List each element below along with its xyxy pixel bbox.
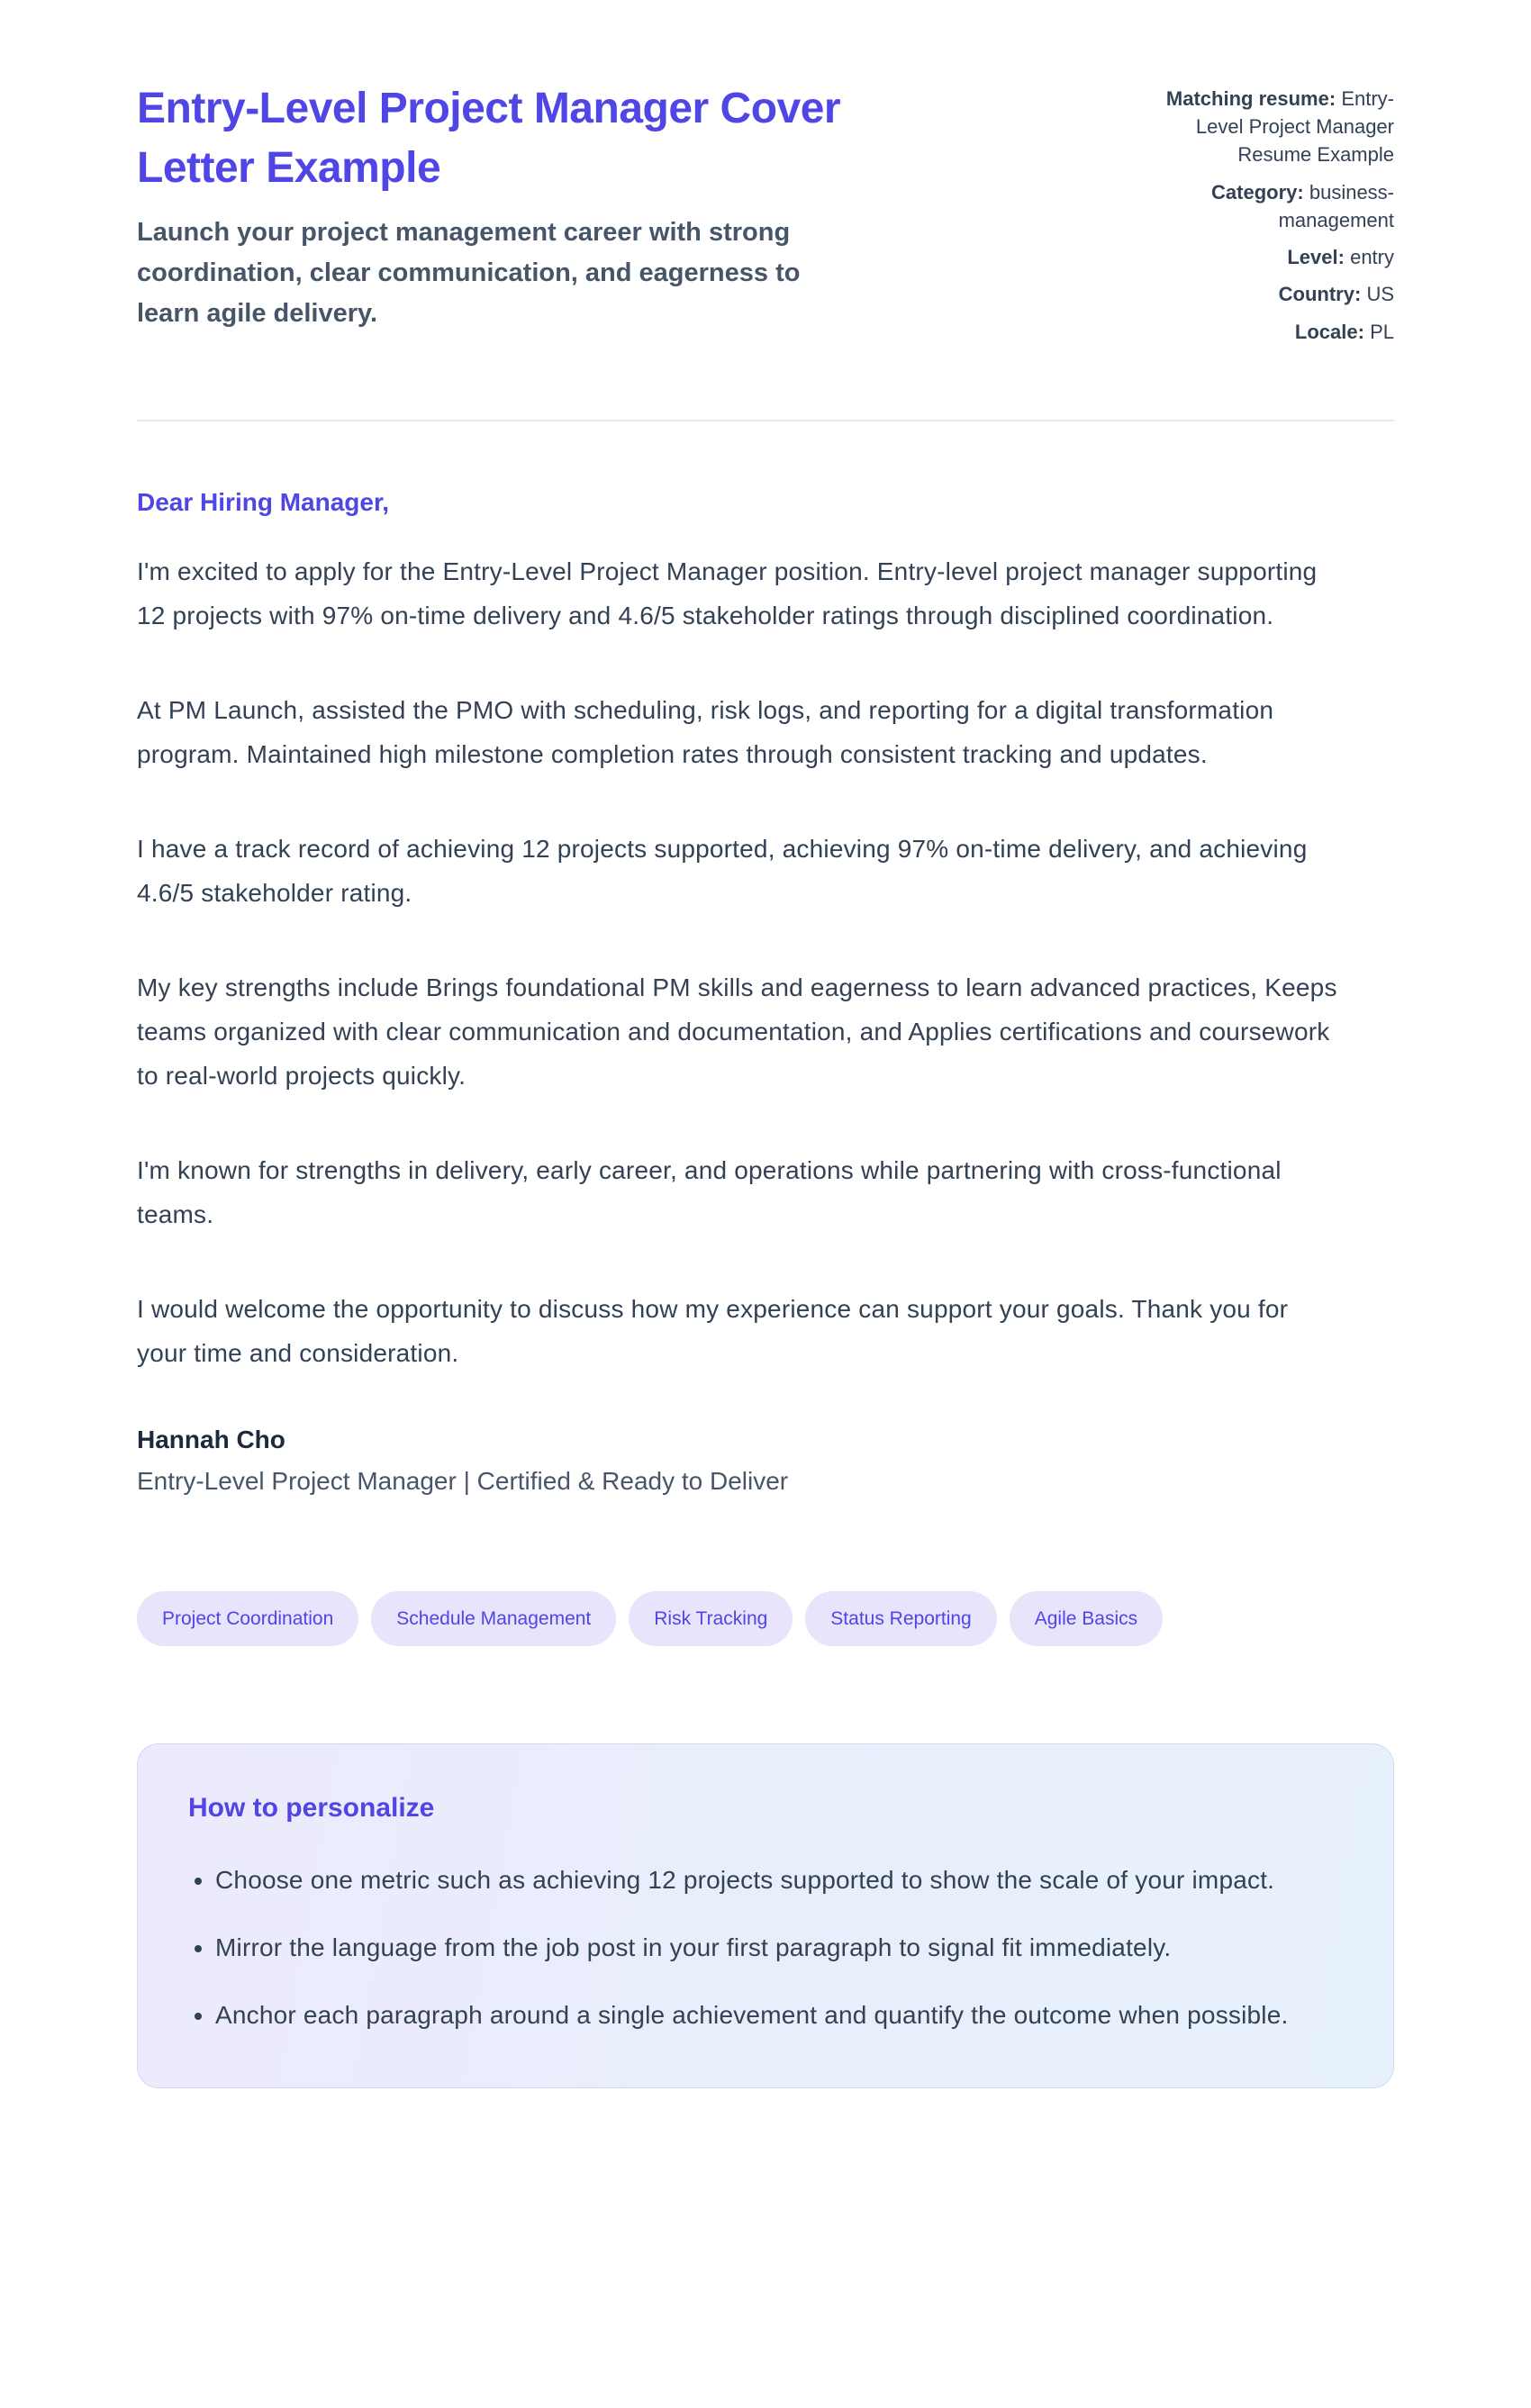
meta-label: Country: [1278, 283, 1362, 306]
meta-value: US [1366, 283, 1394, 306]
meta-row [1122, 243, 1394, 271]
meta-value: business-management [1278, 180, 1394, 231]
page-title: Entry-Level Project Manager Cover Letter Example [137, 85, 841, 193]
header-titles [137, 79, 1122, 334]
personalize-box [137, 1743, 1394, 2088]
skill-tags [137, 1591, 1394, 1646]
personalize-tip: • Choose one metric such as achieving 12 projects supported to show the scale of your impact. [215, 1858, 1314, 1902]
meta-value: PL [1370, 320, 1394, 343]
meta-value: Entry-Level Project Manager Resume Example [1195, 87, 1394, 167]
meta-value: entry [1350, 246, 1394, 269]
skill-tag[interactable]: Status Reporting [805, 1591, 996, 1646]
personalize-tip: • Anchor each paragraph around a single achievement and quantify the outcome when possible. [215, 1993, 1314, 2037]
letter-paragraphs [137, 549, 1394, 1375]
letter-paragraph: I would welcome the opportunity to discuss how my experience can support your goals. Thank you for your time and consideration. [137, 1294, 1289, 1367]
meta-row [1122, 318, 1394, 346]
personalize-list [188, 1858, 1343, 2037]
skill-tag[interactable]: Project Coordination [137, 1591, 358, 1646]
personalize-tip: • Mirror the language from the job post in your first paragraph to signal fit immediately. [215, 1925, 1314, 1969]
letter-paragraph: I'm known for strengths in delivery, early career, and operations while partnering with cross-functional teams. [137, 1155, 1282, 1228]
page-header [137, 79, 1394, 355]
letter-paragraph: I have a track record of achieving 12 projects supported, achieving 97% on-time delivery, and achieving 4.6/5 stakeholder rating. [137, 834, 1308, 907]
signature-title: Entry-Level Project Manager | Certified & Ready to Deliver [137, 1466, 789, 1495]
meta-label: Category: [1211, 180, 1304, 204]
meta-label: Locale: [1294, 320, 1364, 343]
letter-body [137, 488, 1394, 1496]
page-subtitle: Launch your project management career with strong coordination, clear communication, and eagerness to learn agile delivery. [137, 218, 801, 329]
greeting: Dear Hiring Manager, [137, 487, 390, 516]
cover-letter-page [137, 0, 1394, 2169]
signature-name: Hannah Cho [137, 1425, 285, 1453]
personalize-heading: How to personalize [188, 1792, 435, 1823]
skill-tag[interactable]: Schedule Management [371, 1591, 616, 1646]
meta-label: Matching resume: [1165, 87, 1336, 110]
skill-tag[interactable]: Agile Basics [1010, 1591, 1163, 1646]
letter-paragraph: I'm excited to apply for the Entry-Level Project Manager position. Entry-level project manager supporting 12 projects with 97% on-time delivery and 4.6/5 stakeholder ratings through disciplined coordination. [137, 557, 1318, 629]
skill-tag[interactable]: Risk Tracking [629, 1591, 793, 1646]
meta-row [1122, 280, 1394, 308]
meta-label: Level: [1287, 246, 1345, 269]
letter-paragraph: My key strengths include Brings foundational PM skills and eagerness to learn advanced practices, Keeps teams organized with clear communication and documentation, and Applies certifications and coursework to real-world projects quickly. [137, 973, 1337, 1090]
meta-row [1122, 178, 1394, 234]
resume-meta [1122, 79, 1394, 355]
meta-row [1122, 85, 1394, 169]
letter-paragraph: At PM Launch, assisted the PMO with scheduling, risk logs, and reporting for a digital transformation program. Maintained high milestone completion rates through consistent tracking and updates. [137, 695, 1274, 768]
divider [137, 420, 1394, 421]
